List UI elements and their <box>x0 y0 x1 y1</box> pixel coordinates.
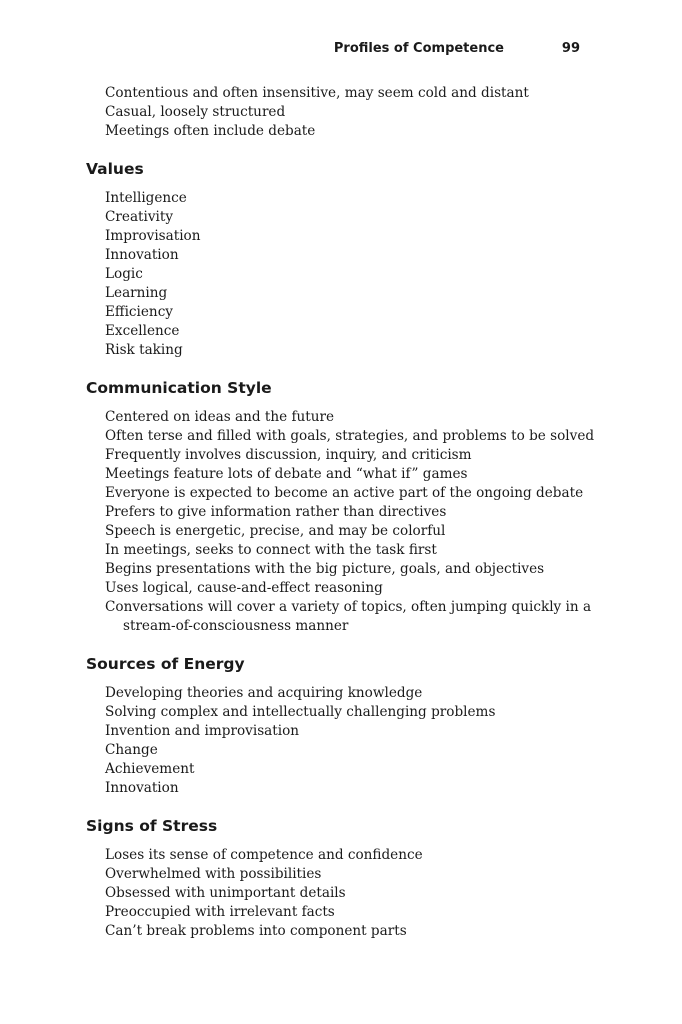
list-item: Logic <box>105 266 143 282</box>
list-item: Uses logical, cause-and-effect reasoning <box>105 580 383 596</box>
section-heading-communication-style: Communication Style <box>86 379 272 397</box>
list-item: Contentious and often insensitive, may seem cold and distant <box>105 85 529 101</box>
list-item: Excellence <box>105 323 180 339</box>
list-item: Creativity <box>105 209 174 225</box>
communication-style-list <box>86 408 596 636</box>
section-heading-sources-of-energy: Sources of Energy <box>86 655 245 673</box>
list-item: Learning <box>105 285 168 301</box>
list-item: Prefers to give information rather than directives <box>105 504 447 520</box>
list-item: Can’t break problems into component parts <box>105 923 407 939</box>
section-heading-signs-of-stress: Signs of Stress <box>86 817 218 835</box>
list-item: Improvisation <box>105 228 201 244</box>
page-content <box>86 84 596 941</box>
list-item: Conversations will cover a variety of topics, often jumping quickly in a stream-of-consciousness manner <box>105 599 592 634</box>
list-item: Change <box>105 742 158 758</box>
list-item: Casual, loosely structured <box>105 104 286 120</box>
list-item: Begins presentations with the big picture, goals, and objectives <box>105 561 545 577</box>
list-item: Everyone is expected to become an active part of the ongoing debate <box>105 485 584 501</box>
list-item: Innovation <box>105 780 179 796</box>
section-heading-values: Values <box>86 160 144 178</box>
list-item: Obsessed with unimportant details <box>105 885 346 901</box>
list-item: Solving complex and intellectually challenging problems <box>105 704 496 720</box>
list-item: Meetings feature lots of debate and “what if” games <box>105 466 468 482</box>
list-item: Innovation <box>105 247 179 263</box>
list-item: In meetings, seeks to connect with the task first <box>105 542 437 558</box>
list-item: Developing theories and acquiring knowledge <box>105 685 423 701</box>
sources-of-energy-list <box>86 684 596 798</box>
list-item: Speech is energetic, precise, and may be colorful <box>105 523 446 539</box>
running-head <box>0 41 682 61</box>
signs-of-stress-list <box>86 846 596 941</box>
list-item: Invention and improvisation <box>105 723 300 739</box>
list-item: Often terse and filled with goals, strategies, and problems to be solved <box>105 428 595 444</box>
list-item: Intelligence <box>105 190 187 206</box>
list-item: Centered on ideas and the future <box>105 409 335 425</box>
page-number: 99 <box>561 41 580 56</box>
list-item: Achievement <box>105 761 195 777</box>
list-item: Efficiency <box>105 304 173 320</box>
list-item: Risk taking <box>105 342 183 358</box>
list-item: Loses its sense of competence and confidence <box>105 847 423 863</box>
list-item: Overwhelmed with possibilities <box>105 866 322 882</box>
list-item: Frequently involves discussion, inquiry, and criticism <box>105 447 472 463</box>
values-list <box>86 189 596 360</box>
running-head-title: Profiles of Competence <box>333 41 504 56</box>
list-item: Preoccupied with irrelevant facts <box>105 904 335 920</box>
list-item: Meetings often include debate <box>105 123 316 139</box>
intro-list <box>86 84 596 141</box>
